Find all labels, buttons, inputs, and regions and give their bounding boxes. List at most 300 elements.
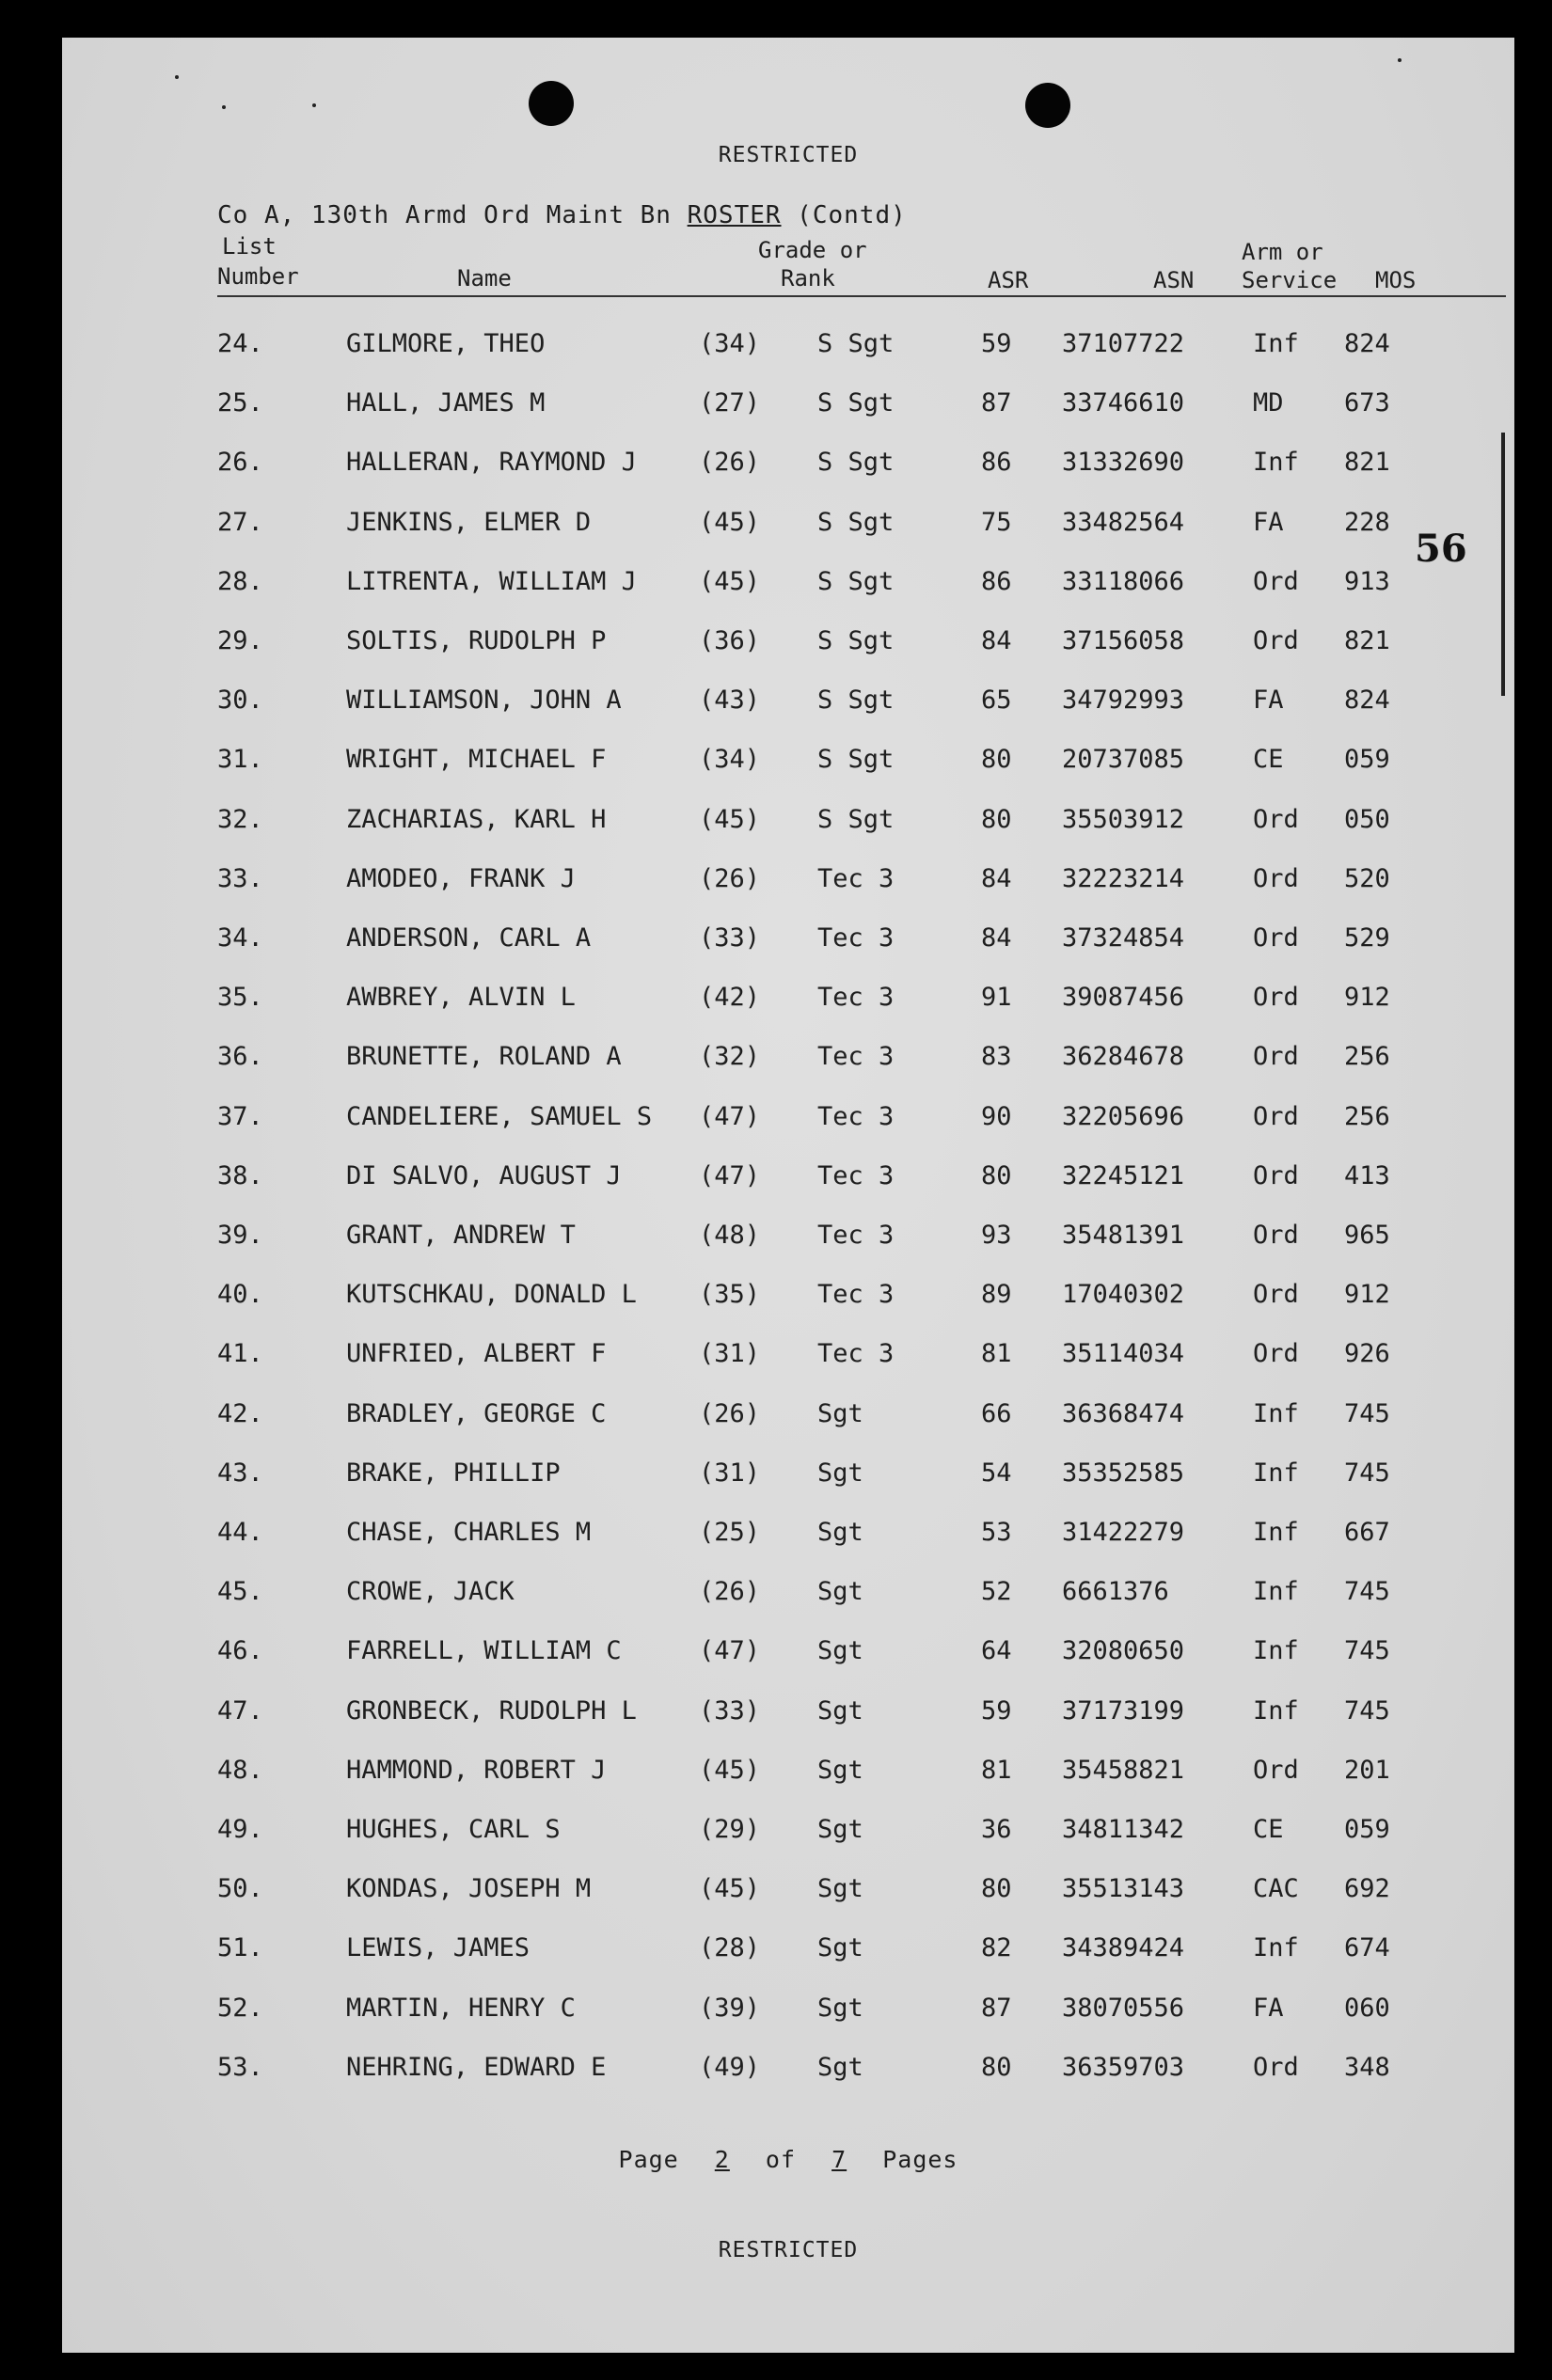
army-serial-number: 32245121	[1062, 1160, 1185, 1190]
mos-code: 913	[1344, 566, 1390, 596]
soldier-name: LITRENTA, WILLIAM J	[346, 566, 637, 596]
soldier-name: KONDAS, JOSEPH M	[346, 1874, 592, 1904]
mos-code: 520	[1344, 863, 1390, 893]
unit-title	[217, 201, 907, 229]
page-footer	[62, 2146, 1514, 2173]
age: (35)	[699, 1280, 761, 1310]
mos-code: 745	[1344, 1398, 1390, 1428]
roster-row	[62, 1042, 1514, 1101]
list-number: 26.	[217, 448, 263, 478]
army-serial-number: 32080650	[1062, 1636, 1185, 1666]
roster-row	[62, 983, 1514, 1042]
age: (26)	[699, 1398, 761, 1428]
soldier-name: HAMMOND, ROBERT J	[346, 1755, 607, 1785]
grade-rank: Tec 3	[817, 1280, 895, 1310]
roster-row	[62, 1102, 1514, 1161]
army-serial-number: 31422279	[1062, 1518, 1185, 1547]
roster-row	[62, 1696, 1514, 1756]
paper-speck	[175, 75, 179, 79]
list-number: 30.	[217, 686, 263, 716]
roster-row	[62, 1994, 1514, 2053]
soldier-name: CROWE, JACK	[346, 1577, 515, 1607]
list-number: 51.	[217, 1933, 263, 1963]
asr-score: 83	[981, 1042, 1012, 1072]
list-number: 37.	[217, 1101, 263, 1131]
list-number: 25.	[217, 388, 263, 418]
list-number: 24.	[217, 329, 263, 358]
grade-rank: Tec 3	[817, 1339, 895, 1369]
army-serial-number: 35352585	[1062, 1458, 1185, 1488]
roster-row	[62, 864, 1514, 923]
list-number: 45.	[217, 1577, 263, 1607]
asr-score: 87	[981, 1993, 1012, 2023]
army-serial-number: 36284678	[1062, 1042, 1185, 1072]
page-number: 2	[714, 2146, 730, 2173]
mos-code: 692	[1344, 1874, 1390, 1904]
army-serial-number: 34389424	[1062, 1933, 1185, 1963]
roster-row	[62, 448, 1514, 507]
mos-code: 926	[1344, 1339, 1390, 1369]
list-number: 29.	[217, 626, 263, 655]
mos-code: 529	[1344, 923, 1390, 953]
mos-code: 745	[1344, 1577, 1390, 1607]
roster-row	[62, 1161, 1514, 1221]
age: (48)	[699, 1221, 761, 1250]
pages-label: Pages	[882, 2146, 958, 2173]
army-serial-number: 38070556	[1062, 1993, 1185, 2023]
grade-rank: S Sgt	[817, 507, 895, 537]
age: (34)	[699, 329, 761, 358]
grade-rank: Sgt	[817, 1874, 863, 1904]
arm-service: Ord	[1253, 1221, 1299, 1250]
asr-score: 82	[981, 1933, 1012, 1963]
soldier-name: SOLTIS, RUDOLPH P	[346, 626, 607, 655]
asr-score: 91	[981, 983, 1012, 1013]
age: (34)	[699, 745, 761, 775]
soldier-name: FARRELL, WILLIAM C	[346, 1636, 622, 1666]
grade-rank: Tec 3	[817, 983, 895, 1013]
army-serial-number: 37107722	[1062, 329, 1185, 358]
roster-row	[62, 329, 1514, 388]
army-serial-number: 6661376	[1062, 1577, 1169, 1607]
age: (33)	[699, 1695, 761, 1726]
soldier-name: AMODEO, FRANK J	[346, 863, 576, 893]
mos-code: 201	[1344, 1755, 1390, 1785]
roster-row	[62, 1933, 1514, 1993]
soldier-name: GRANT, ANDREW T	[346, 1221, 576, 1250]
asr-score: 75	[981, 507, 1012, 537]
mos-code: 050	[1344, 804, 1390, 834]
list-number: 44.	[217, 1518, 263, 1547]
soldier-name: KUTSCHKAU, DONALD L	[346, 1280, 637, 1310]
army-serial-number: 32205696	[1062, 1101, 1185, 1131]
punch-hole-right	[1025, 83, 1070, 128]
list-number: 49.	[217, 1815, 263, 1844]
grade-rank: Tec 3	[817, 1221, 895, 1250]
list-number: 39.	[217, 1221, 263, 1250]
army-serial-number: 33746610	[1062, 388, 1185, 418]
asr-score: 80	[981, 2052, 1012, 2082]
age: (28)	[699, 1933, 761, 1963]
arm-service: Ord	[1253, 1101, 1299, 1131]
asr-score: 59	[981, 329, 1012, 358]
asr-score: 87	[981, 388, 1012, 418]
header-asr: ASR	[988, 267, 1029, 293]
age: (29)	[699, 1815, 761, 1844]
roster-row	[62, 1874, 1514, 1933]
roster-row	[62, 923, 1514, 983]
age: (25)	[699, 1518, 761, 1547]
unit-prefix: Co A, 130th Armd Ord Maint Bn	[217, 201, 688, 229]
age: (33)	[699, 923, 761, 953]
soldier-name: AWBREY, ALVIN L	[346, 983, 576, 1013]
army-serial-number: 35481391	[1062, 1221, 1185, 1250]
asr-score: 80	[981, 1160, 1012, 1190]
soldier-name: WRIGHT, MICHAEL F	[346, 745, 607, 775]
roster-row	[62, 626, 1514, 686]
header-list-line2: Number	[217, 263, 299, 290]
roster-row	[62, 567, 1514, 626]
mos-code: 821	[1344, 626, 1390, 655]
army-serial-number: 37324854	[1062, 923, 1185, 953]
classification-top: RESTRICTED	[718, 143, 859, 167]
asr-score: 80	[981, 1874, 1012, 1904]
age: (26)	[699, 448, 761, 478]
age: (45)	[699, 1755, 761, 1785]
grade-rank: Sgt	[817, 1458, 863, 1488]
mos-code: 912	[1344, 983, 1390, 1013]
age: (45)	[699, 1874, 761, 1904]
mos-code: 228	[1344, 507, 1390, 537]
army-serial-number: 37156058	[1062, 626, 1185, 655]
mos-code: 745	[1344, 1695, 1390, 1726]
age: (47)	[699, 1160, 761, 1190]
army-serial-number: 36368474	[1062, 1398, 1185, 1428]
arm-service: Ord	[1253, 566, 1299, 596]
arm-service: Ord	[1253, 626, 1299, 655]
army-serial-number: 32223214	[1062, 863, 1185, 893]
roster-row	[62, 686, 1514, 745]
mos-code: 674	[1344, 1933, 1390, 1963]
roster-row	[62, 1221, 1514, 1280]
soldier-name: CHASE, CHARLES M	[346, 1518, 592, 1547]
asr-score: 86	[981, 566, 1012, 596]
roster-row	[62, 1756, 1514, 1815]
age: (26)	[699, 863, 761, 893]
mos-code: 256	[1344, 1042, 1390, 1072]
mos-code: 348	[1344, 2052, 1390, 2082]
arm-service: Ord	[1253, 1160, 1299, 1190]
header-arm-line2: Service	[1242, 267, 1338, 293]
list-number: 42.	[217, 1398, 263, 1428]
classification-bottom: RESTRICTED	[718, 2238, 859, 2262]
army-serial-number: 33482564	[1062, 507, 1185, 537]
grade-rank: Sgt	[817, 1815, 863, 1844]
grade-rank: S Sgt	[817, 686, 895, 716]
list-number: 47.	[217, 1695, 263, 1726]
arm-service: Inf	[1253, 329, 1299, 358]
header-grade-line1: Grade or	[758, 237, 867, 263]
grade-rank: Sgt	[817, 1398, 863, 1428]
mos-code: 256	[1344, 1101, 1390, 1131]
roster-row	[62, 1518, 1514, 1577]
grade-rank: Tec 3	[817, 863, 895, 893]
army-serial-number: 35513143	[1062, 1874, 1185, 1904]
mos-code: 060	[1344, 1993, 1390, 2023]
stamp-number: 56	[1415, 527, 1467, 571]
soldier-name: CANDELIERE, SAMUEL S	[346, 1101, 653, 1131]
grade-rank: Tec 3	[817, 1160, 895, 1190]
grade-rank: S Sgt	[817, 804, 895, 834]
list-number: 43.	[217, 1458, 263, 1488]
age: (32)	[699, 1042, 761, 1072]
grade-rank: Tec 3	[817, 1101, 895, 1131]
age: (49)	[699, 2052, 761, 2082]
roster-row	[62, 805, 1514, 864]
list-number: 46.	[217, 1636, 263, 1666]
asr-score: 80	[981, 745, 1012, 775]
arm-service: Ord	[1253, 1280, 1299, 1310]
asr-score: 84	[981, 626, 1012, 655]
asr-score: 81	[981, 1755, 1012, 1785]
arm-service: Ord	[1253, 2052, 1299, 2082]
list-number: 38.	[217, 1160, 263, 1190]
soldier-name: ZACHARIAS, KARL H	[346, 804, 607, 834]
arm-service: Inf	[1253, 1577, 1299, 1607]
army-serial-number: 39087456	[1062, 983, 1185, 1013]
age: (42)	[699, 983, 761, 1013]
asr-score: 93	[981, 1221, 1012, 1250]
mos-code: 059	[1344, 745, 1390, 775]
roster-row	[62, 1458, 1514, 1518]
soldier-name: GILMORE, THEO	[346, 329, 546, 358]
mos-code: 745	[1344, 1636, 1390, 1666]
age: (47)	[699, 1101, 761, 1131]
roster-row	[62, 1339, 1514, 1398]
grade-rank: Tec 3	[817, 923, 895, 953]
soldier-name: BRADLEY, GEORGE C	[346, 1398, 607, 1428]
arm-service: CAC	[1253, 1874, 1299, 1904]
list-number: 52.	[217, 1993, 263, 2023]
punch-hole-left	[529, 81, 574, 126]
soldier-name: WILLIAMSON, JOHN A	[346, 686, 622, 716]
grade-rank: S Sgt	[817, 745, 895, 775]
soldier-name: DI SALVO, AUGUST J	[346, 1160, 622, 1190]
arm-service: Inf	[1253, 1636, 1299, 1666]
army-serial-number: 33118066	[1062, 566, 1185, 596]
soldier-name: UNFRIED, ALBERT F	[346, 1339, 607, 1369]
age: (43)	[699, 686, 761, 716]
list-number: 50.	[217, 1874, 263, 1904]
army-serial-number: 35458821	[1062, 1755, 1185, 1785]
list-number: 32.	[217, 804, 263, 834]
roster-row	[62, 1636, 1514, 1695]
asr-score: 52	[981, 1577, 1012, 1607]
list-number: 40.	[217, 1280, 263, 1310]
arm-service: FA	[1253, 507, 1284, 537]
list-number: 48.	[217, 1755, 263, 1785]
asr-score: 53	[981, 1518, 1012, 1547]
paper-speck	[222, 105, 226, 109]
grade-rank: S Sgt	[817, 566, 895, 596]
army-serial-number: 17040302	[1062, 1280, 1185, 1310]
document-page	[62, 38, 1514, 2353]
mos-code: 824	[1344, 329, 1390, 358]
age: (31)	[699, 1339, 761, 1369]
soldier-name: HUGHES, CARL S	[346, 1815, 561, 1844]
army-serial-number: 34811342	[1062, 1815, 1185, 1844]
list-number: 31.	[217, 745, 263, 775]
arm-service: Inf	[1253, 1695, 1299, 1726]
age: (31)	[699, 1458, 761, 1488]
list-number: 27.	[217, 507, 263, 537]
arm-service: Ord	[1253, 923, 1299, 953]
soldier-name: HALL, JAMES M	[346, 388, 546, 418]
army-serial-number: 31332690	[1062, 448, 1185, 478]
age: (45)	[699, 507, 761, 537]
roster-row	[62, 1815, 1514, 1874]
asr-score: 84	[981, 863, 1012, 893]
roster-row	[62, 2053, 1514, 2112]
asr-score: 86	[981, 448, 1012, 478]
list-number: 28.	[217, 566, 263, 596]
page-total: 7	[831, 2146, 847, 2173]
grade-rank: Tec 3	[817, 1042, 895, 1072]
mos-code: 413	[1344, 1160, 1390, 1190]
mos-code: 965	[1344, 1221, 1390, 1250]
soldier-name: LEWIS, JAMES	[346, 1933, 531, 1963]
army-serial-number: 36359703	[1062, 2052, 1185, 2082]
asr-score: 89	[981, 1280, 1012, 1310]
roster-row	[62, 508, 1514, 567]
age: (26)	[699, 1577, 761, 1607]
header-grade-line2: Rank	[781, 265, 835, 292]
soldier-name: GRONBECK, RUDOLPH L	[346, 1695, 637, 1726]
arm-service: Inf	[1253, 1398, 1299, 1428]
grade-rank: Sgt	[817, 1636, 863, 1666]
age: (45)	[699, 566, 761, 596]
list-number: 33.	[217, 863, 263, 893]
list-number: 53.	[217, 2052, 263, 2082]
grade-rank: Sgt	[817, 1695, 863, 1726]
arm-service: Ord	[1253, 1339, 1299, 1369]
army-serial-number: 34792993	[1062, 686, 1185, 716]
grade-rank: S Sgt	[817, 388, 895, 418]
mos-code: 821	[1344, 448, 1390, 478]
age: (45)	[699, 804, 761, 834]
roster-row	[62, 1399, 1514, 1458]
asr-score: 36	[981, 1815, 1012, 1844]
asr-score: 66	[981, 1398, 1012, 1428]
soldier-name: MARTIN, HENRY C	[346, 1993, 576, 2023]
arm-service: Ord	[1253, 983, 1299, 1013]
soldier-name: BRAKE, PHILLIP	[346, 1458, 561, 1488]
mos-code: 059	[1344, 1815, 1390, 1844]
soldier-name: HALLERAN, RAYMOND J	[346, 448, 637, 478]
arm-service: Inf	[1253, 448, 1299, 478]
roster-row	[62, 745, 1514, 804]
arm-service: Ord	[1253, 863, 1299, 893]
mos-code: 824	[1344, 686, 1390, 716]
header-asn: ASN	[1153, 267, 1195, 293]
arm-service: CE	[1253, 1815, 1284, 1844]
edge-mark	[1501, 433, 1505, 696]
roster-row	[62, 1280, 1514, 1339]
header-name: Name	[457, 265, 512, 292]
soldier-name: NEHRING, EDWARD E	[346, 2052, 607, 2082]
grade-rank: Sgt	[817, 1577, 863, 1607]
paper-speck	[1398, 58, 1402, 62]
roster-row	[62, 388, 1514, 448]
mos-code: 745	[1344, 1458, 1390, 1488]
arm-service: CE	[1253, 745, 1284, 775]
army-serial-number: 20737085	[1062, 745, 1185, 775]
arm-service: Inf	[1253, 1933, 1299, 1963]
asr-score: 65	[981, 686, 1012, 716]
grade-rank: Sgt	[817, 1518, 863, 1547]
unit-suffix: (Contd)	[781, 201, 907, 229]
header-list-line1: List	[222, 233, 277, 260]
list-number: 41.	[217, 1339, 263, 1369]
soldier-name: BRUNETTE, ROLAND A	[346, 1042, 622, 1072]
arm-service: Ord	[1253, 804, 1299, 834]
roster-row	[62, 1577, 1514, 1636]
mos-code: 673	[1344, 388, 1390, 418]
grade-rank: S Sgt	[817, 448, 895, 478]
arm-service: FA	[1253, 686, 1284, 716]
paper-speck	[312, 103, 316, 107]
grade-rank: Sgt	[817, 1993, 863, 2023]
soldier-name: ANDERSON, CARL A	[346, 923, 592, 953]
age: (36)	[699, 626, 761, 655]
soldier-name: JENKINS, ELMER D	[346, 507, 592, 537]
asr-score: 90	[981, 1101, 1012, 1131]
of-label: of	[765, 2146, 797, 2173]
age: (27)	[699, 388, 761, 418]
list-number: 35.	[217, 983, 263, 1013]
grade-rank: Sgt	[817, 1933, 863, 1963]
page-label: Page	[618, 2146, 679, 2173]
list-number: 36.	[217, 1042, 263, 1072]
arm-service: Inf	[1253, 1518, 1299, 1547]
age: (39)	[699, 1993, 761, 2023]
header-mos: MOS	[1375, 267, 1417, 293]
asr-score: 54	[981, 1458, 1012, 1488]
asr-score: 59	[981, 1695, 1012, 1726]
list-number: 34.	[217, 923, 263, 953]
grade-rank: Sgt	[817, 2052, 863, 2082]
grade-rank: Sgt	[817, 1755, 863, 1785]
mos-code: 912	[1344, 1280, 1390, 1310]
arm-service: Inf	[1253, 1458, 1299, 1488]
army-serial-number: 35114034	[1062, 1339, 1185, 1369]
age: (47)	[699, 1636, 761, 1666]
asr-score: 81	[981, 1339, 1012, 1369]
grade-rank: S Sgt	[817, 626, 895, 655]
arm-service: MD	[1253, 388, 1284, 418]
arm-service: Ord	[1253, 1755, 1299, 1785]
grade-rank: S Sgt	[817, 329, 895, 358]
arm-service: FA	[1253, 1993, 1284, 2023]
header-underline	[217, 295, 1506, 297]
mos-code: 667	[1344, 1518, 1390, 1547]
arm-service: Ord	[1253, 1042, 1299, 1072]
army-serial-number: 35503912	[1062, 804, 1185, 834]
army-serial-number: 37173199	[1062, 1695, 1185, 1726]
asr-score: 80	[981, 804, 1012, 834]
asr-score: 64	[981, 1636, 1012, 1666]
asr-score: 84	[981, 923, 1012, 953]
